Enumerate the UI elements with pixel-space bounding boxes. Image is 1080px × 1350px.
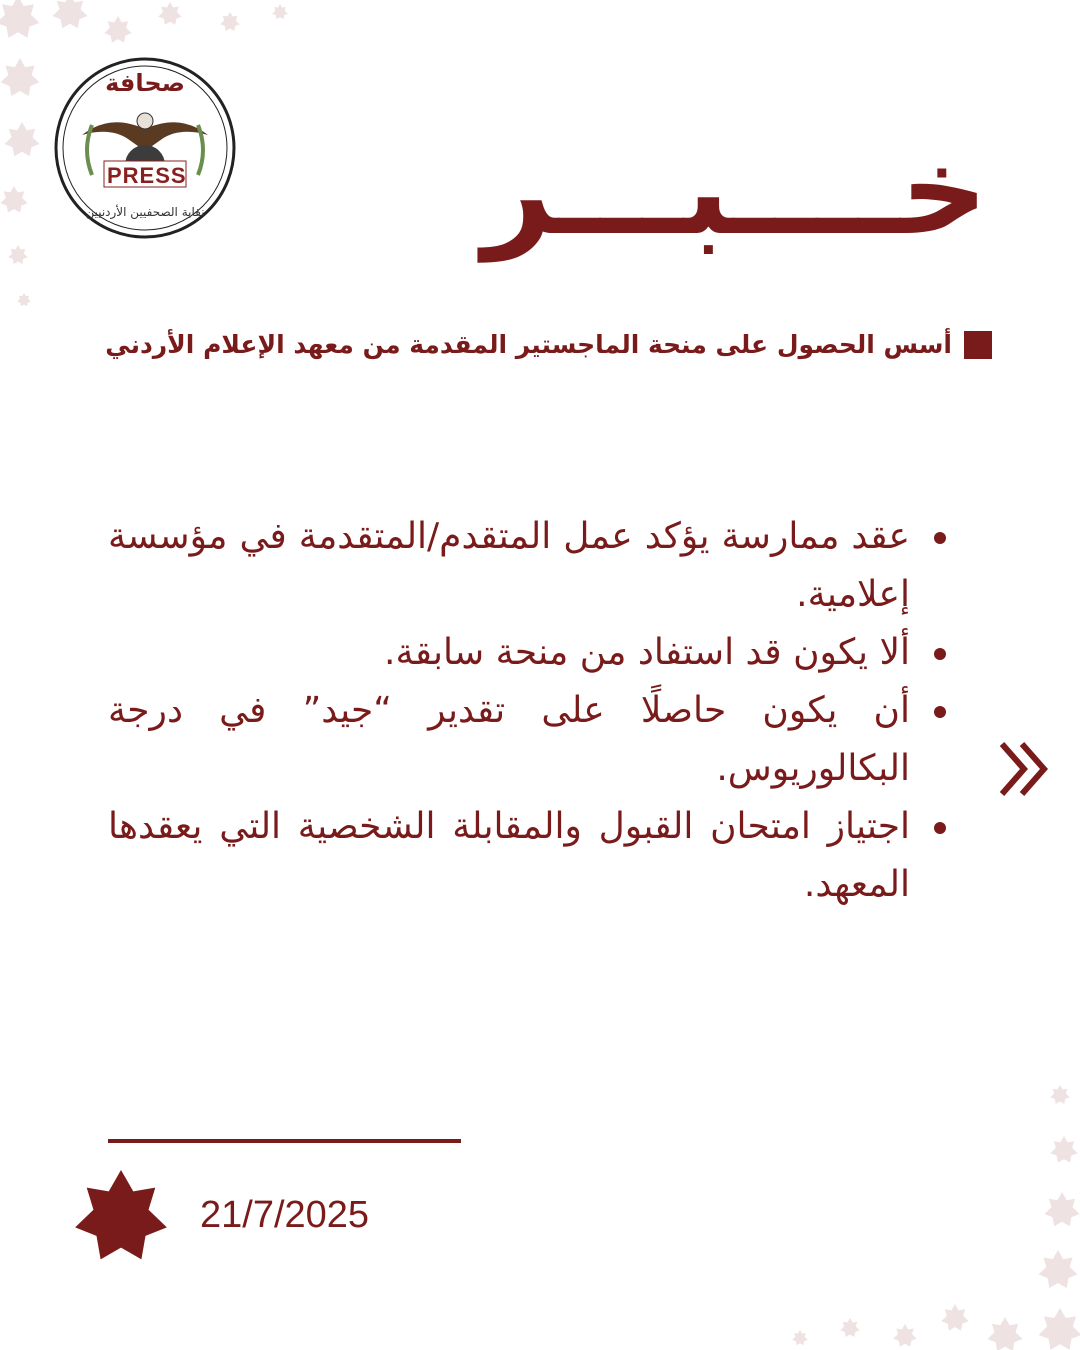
seven-point-star-icon <box>72 1168 170 1266</box>
list-item-text: أن يكون حاصلًا على تقدير “جيد” في درجة البكالوريوس. <box>108 690 910 789</box>
list-item <box>108 508 962 624</box>
date-divider <box>108 1139 461 1143</box>
headline: خــــبـــر <box>482 120 988 262</box>
list-item-text: اجتياز امتحان القبول والمقابلة الشخصية التي يعقدها المعهد. <box>108 806 910 905</box>
list-item <box>108 624 962 682</box>
bullet-dot-icon <box>934 706 946 718</box>
bullet-dot-icon <box>934 822 946 834</box>
bullet-dot-icon <box>934 532 946 544</box>
list-item <box>108 798 962 914</box>
double-chevron-icon[interactable] <box>994 738 1056 800</box>
bullet-dot-icon <box>934 648 946 660</box>
publish-date: 21/7/2025 <box>200 1194 370 1236</box>
list-item-text: عقد ممارسة يؤكد عمل المتقدم/المتقدمة في مؤسسة إعلامية. <box>108 516 910 615</box>
logo-press-label: PRESS <box>107 163 187 188</box>
press-syndicate-logo <box>52 55 238 241</box>
list-item-text: ألا يكون قد استفاد من منحة سابقة. <box>384 632 910 673</box>
requirements-list <box>108 508 962 914</box>
square-marker-icon <box>964 331 992 359</box>
subtitle-row <box>72 330 992 359</box>
subtitle: أسس الحصول على منحة الماجستير المقدمة من معهد الإعلام الأردني <box>105 330 952 359</box>
logo-title: صحافة <box>105 69 185 97</box>
logo-ring-text: نقابة الصحفيين الأردنيين <box>85 205 205 219</box>
list-item <box>108 682 962 798</box>
